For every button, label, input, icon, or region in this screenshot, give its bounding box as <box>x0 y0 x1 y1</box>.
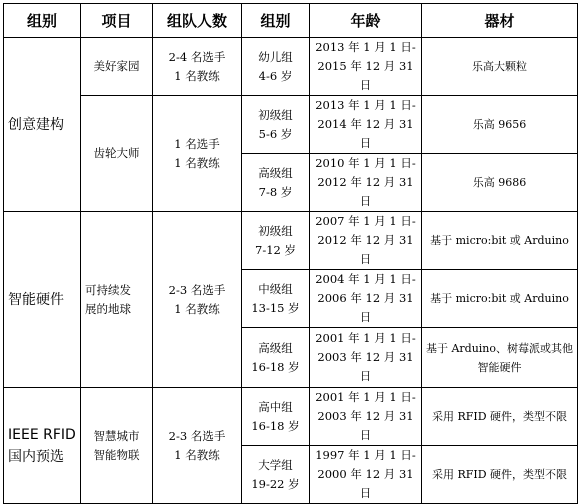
equipment-cell: 采用 RFID 硬件，类型不限 <box>422 388 578 446</box>
level-cell: 大学组 19-22 岁 <box>242 446 310 504</box>
age-cell: 1997 年 1 月 1 日- 2000 年 12 月 31 日 <box>310 446 422 504</box>
competition-table <box>3 3 578 504</box>
header-age: 年龄 <box>310 4 422 38</box>
header-team-size: 组队人数 <box>153 4 242 38</box>
age-cell: 2010 年 1 月 1 日- 2012 年 12 月 31 日 <box>310 154 422 212</box>
header-equipment: 器材 <box>422 4 578 38</box>
project-cell: 美好家园 <box>81 38 153 96</box>
age-cell: 2013 年 1 月 1 日- 2015 年 12 月 31 日 <box>310 38 422 96</box>
table-row <box>4 96 578 154</box>
group-cell: 智能硬件 <box>4 212 81 388</box>
equipment-cell: 基于 micro:bit 或 Arduino <box>422 212 578 270</box>
group-cell: 创意建构 <box>4 38 81 212</box>
header-row <box>4 4 578 38</box>
project-cell: 可持续发 展的地球 <box>81 212 153 388</box>
level-cell: 高中组 16-18 岁 <box>242 388 310 446</box>
team-size-cell: 2-3 名选手 1 名教练 <box>153 212 242 388</box>
team-size-cell: 1 名选手 1 名教练 <box>153 96 242 212</box>
level-cell: 初级组 7-12 岁 <box>242 212 310 270</box>
team-size-cell: 2-3 名选手 1 名教练 <box>153 388 242 504</box>
equipment-cell: 乐高 9686 <box>422 154 578 212</box>
level-cell: 幼儿组 4-6 岁 <box>242 38 310 96</box>
header-level: 组别 <box>242 4 310 38</box>
level-cell: 中级组 13-15 岁 <box>242 270 310 328</box>
project-cell: 齿轮大师 <box>81 96 153 212</box>
header-group: 组别 <box>4 4 81 38</box>
group-cell: IEEE RFID 国内预选 <box>4 388 81 504</box>
table-row <box>4 38 578 96</box>
age-cell: 2013 年 1 月 1 日- 2014 年 12 月 31 日 <box>310 96 422 154</box>
equipment-cell: 乐高 9656 <box>422 96 578 154</box>
project-cell: 智慧城市 智能物联 <box>81 388 153 504</box>
header-project: 项目 <box>81 4 153 38</box>
table-row <box>4 212 578 270</box>
level-cell: 初级组 5-6 岁 <box>242 96 310 154</box>
equipment-cell: 基于 Arduino、树莓派或其他 智能硬件 <box>422 328 578 388</box>
age-cell: 2001 年 1 月 1 日- 2003 年 12 月 31 日 <box>310 328 422 388</box>
age-cell: 2007 年 1 月 1 日- 2012 年 12 月 31 日 <box>310 212 422 270</box>
team-size-cell: 2-4 名选手 1 名教练 <box>153 38 242 96</box>
equipment-cell: 基于 micro:bit 或 Arduino <box>422 270 578 328</box>
equipment-cell: 采用 RFID 硬件，类型不限 <box>422 446 578 504</box>
level-cell: 高级组 16-18 岁 <box>242 328 310 388</box>
age-cell: 2004 年 1 月 1 日- 2006 年 12 月 31 日 <box>310 270 422 328</box>
equipment-cell: 乐高大颗粒 <box>422 38 578 96</box>
level-cell: 高级组 7-8 岁 <box>242 154 310 212</box>
table-row <box>4 388 578 446</box>
age-cell: 2001 年 1 月 1 日- 2003 年 12 月 31 日 <box>310 388 422 446</box>
